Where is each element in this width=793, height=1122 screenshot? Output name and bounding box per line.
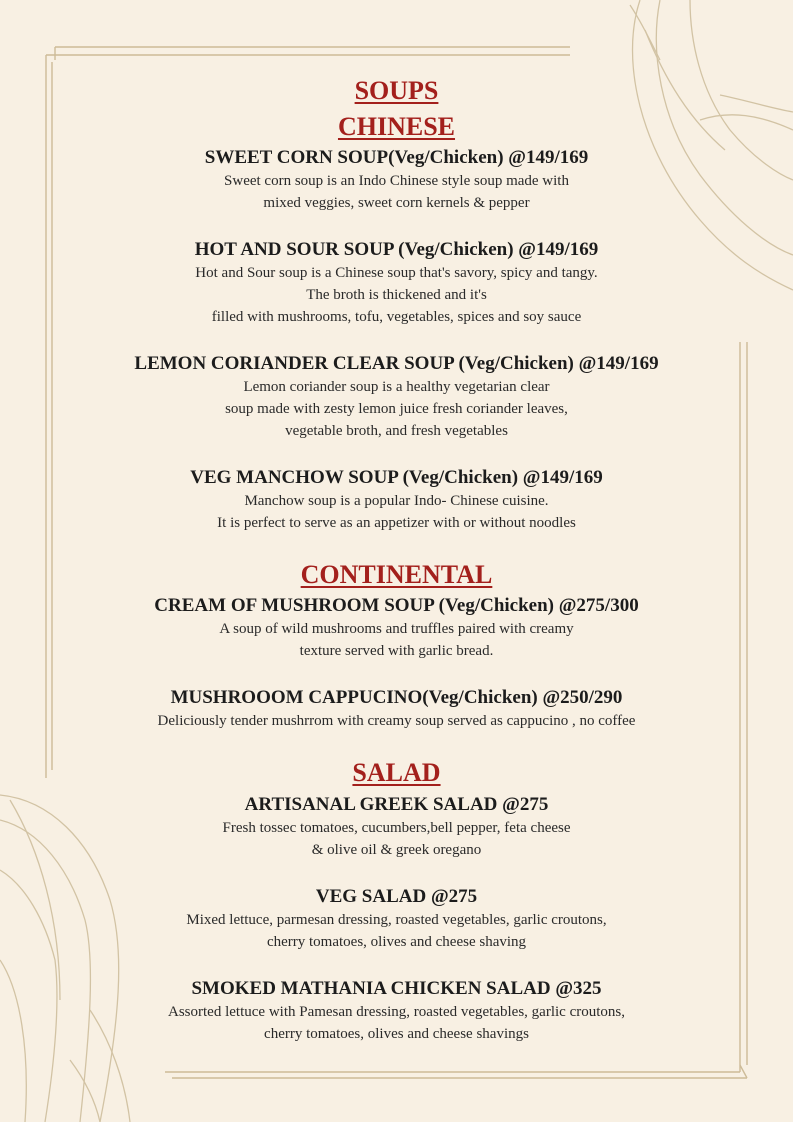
item-title: VEG MANCHOW SOUP (Veg/Chicken) @149/169 — [190, 467, 603, 488]
item-description — [0, 817, 793, 861]
item-title: SMOKED MATHANIA CHICKEN SALAD @325 — [191, 978, 602, 999]
item-title: MUSHROOOM CAPPUCINO(Veg/Chicken) @250/290 — [170, 687, 623, 708]
description-line: Assorted lettuce with Pamesan dressing, roasted vegetables, garlic croutons, — [168, 1004, 625, 1020]
menu-item — [0, 686, 793, 732]
description-line: Hot and Sour soup is a Chinese soup that's savory, spicy and tangy. — [195, 265, 598, 281]
soups-heading: SOUPS — [354, 76, 439, 105]
menu-item — [0, 885, 793, 953]
salad-heading: SALAD — [352, 758, 441, 787]
item-description — [0, 710, 793, 732]
item-description — [0, 262, 793, 328]
description-line: Lemon coriander soup is a healthy vegetarian clear — [243, 379, 550, 395]
description-line: soup made with zesty lemon juice fresh coriander leaves, — [225, 401, 568, 417]
description-line: The broth is thickened and it's — [306, 287, 487, 303]
description-line: vegetable broth, and fresh vegetables — [285, 423, 508, 439]
item-title: LEMON CORIANDER CLEAR SOUP (Veg/Chicken) @149/169 — [134, 353, 659, 374]
menu-item — [0, 238, 793, 328]
item-description — [0, 1001, 793, 1045]
description-line: filled with mushrooms, tofu, vegetables, spices and soy sauce — [211, 309, 582, 325]
item-description — [0, 376, 793, 442]
chinese-heading: CHINESE — [337, 112, 456, 141]
item-description — [0, 170, 793, 214]
item-title: VEG SALAD @275 — [315, 886, 478, 907]
menu-item — [0, 146, 793, 214]
item-description — [0, 490, 793, 534]
item-title: HOT AND SOUR SOUP (Veg/Chicken) @149/169 — [194, 239, 599, 260]
description-line: mixed veggies, sweet corn kernels & pepper — [263, 195, 530, 211]
item-title: ARTISANAL GREEK SALAD @275 — [244, 794, 549, 815]
description-line: It is perfect to serve as an appetizer with or without noodles — [217, 515, 576, 531]
description-line: cherry tomatoes, olives and cheese shavings — [264, 1026, 529, 1042]
menu-item — [0, 793, 793, 861]
item-title: SWEET CORN SOUP(Veg/Chicken) @149/169 — [204, 147, 589, 168]
description-line: texture served with garlic bread. — [299, 643, 494, 659]
item-description — [0, 909, 793, 953]
description-line: Mixed lettuce, parmesan dressing, roasted vegetables, garlic croutons, — [186, 912, 607, 928]
menu-item — [0, 466, 793, 534]
item-title: CREAM OF MUSHROOM SOUP (Veg/Chicken) @275/300 — [154, 595, 639, 616]
description-line: A soup of wild mushrooms and truffles paired with creamy — [219, 621, 574, 637]
description-line: Sweet corn soup is an Indo Chinese style soup made with — [224, 173, 569, 189]
menu-item — [0, 977, 793, 1045]
item-description — [0, 618, 793, 662]
menu-item — [0, 594, 793, 662]
description-line: Fresh tossec tomatoes, cucumbers,bell pepper, feta cheese — [222, 820, 571, 836]
description-line: & olive oil & greek oregano — [311, 842, 482, 858]
menu-item — [0, 352, 793, 442]
description-line: Deliciously tender mushrrom with creamy soup served as cappucino , no coffee — [157, 713, 636, 729]
continental-heading: CONTINENTAL — [300, 560, 493, 589]
description-line: Manchow soup is a popular Indo- Chinese cuisine. — [244, 493, 549, 509]
description-line: cherry tomatoes, olives and cheese shaving — [266, 934, 527, 950]
